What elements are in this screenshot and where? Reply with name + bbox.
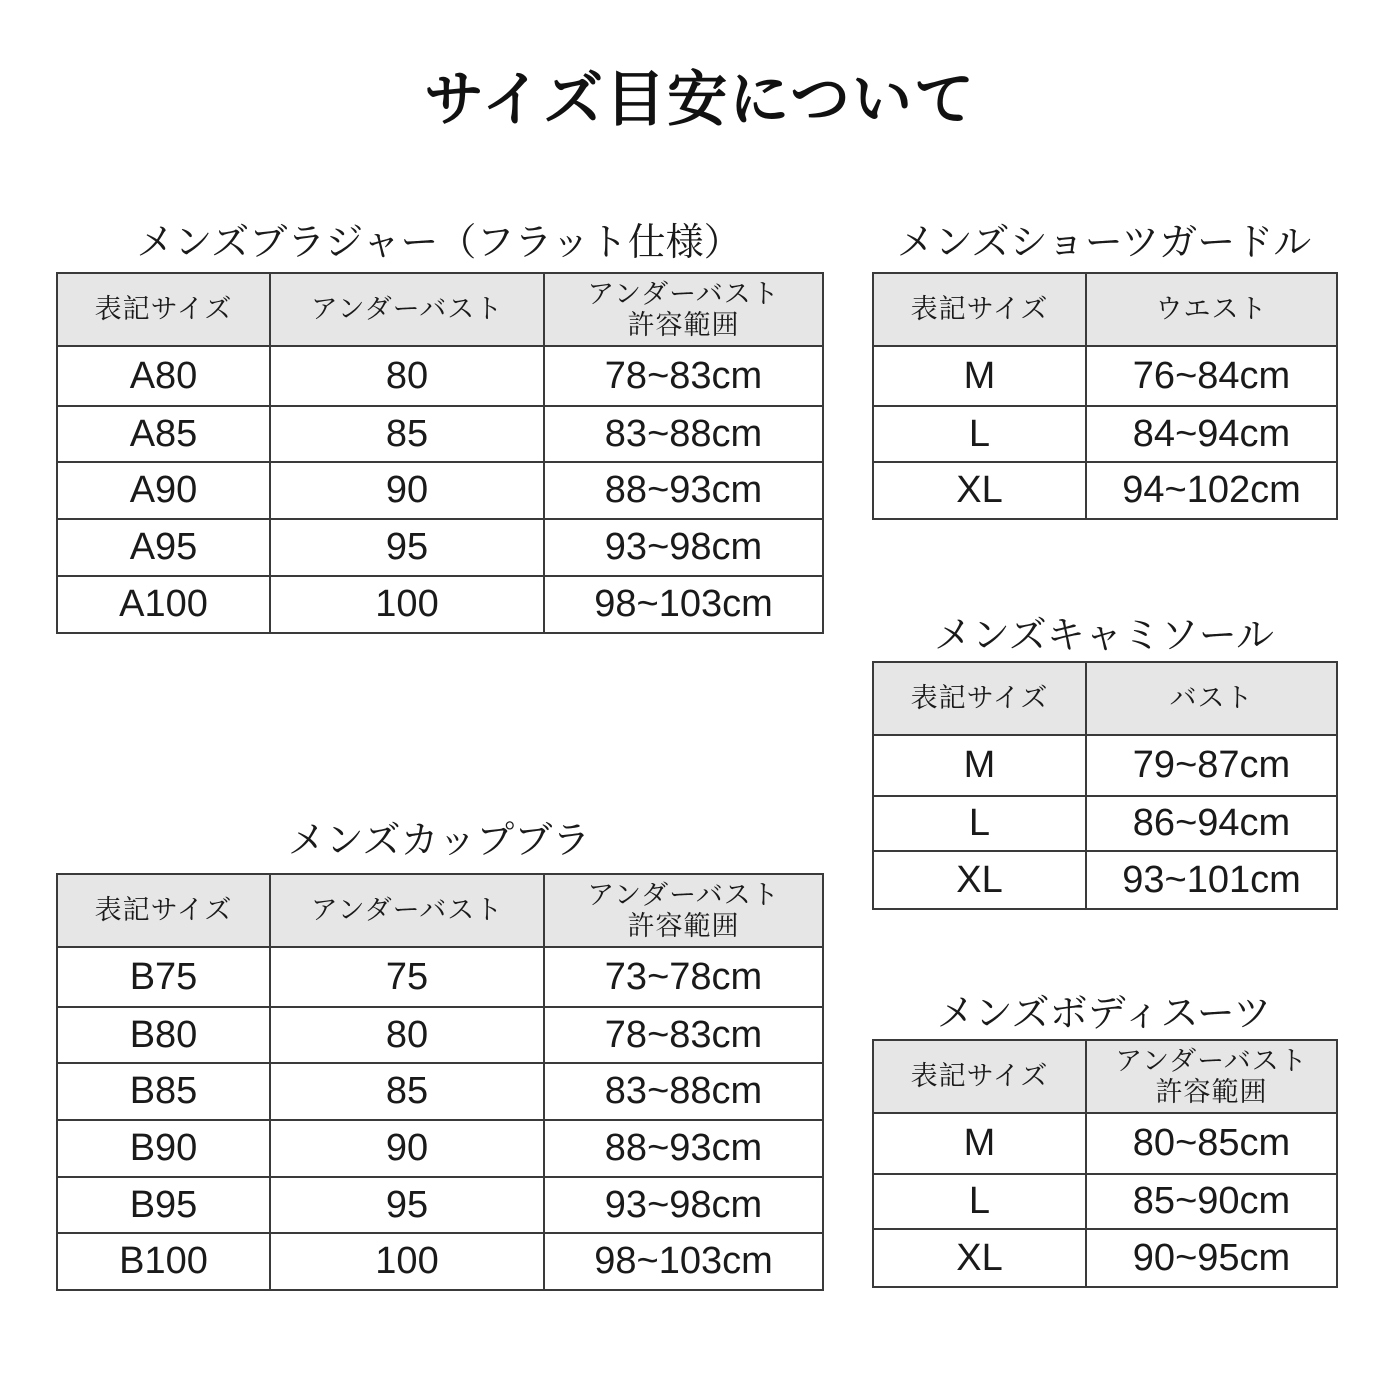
header-waist: ウエスト [1086,273,1337,346]
cell-range: 93~98cm [544,519,823,576]
cell-bust: 93~101cm [1086,851,1337,909]
cell-size: A100 [57,576,270,633]
cell-size: B90 [57,1120,270,1177]
header-underbust: アンダーバスト [270,874,544,947]
header-underbust-range: アンダーバスト 許容範囲 [1086,1040,1337,1113]
table-row [57,1063,823,1120]
table-row [57,1007,823,1063]
cell-size: A80 [57,346,270,406]
header-size-label: 表記サイズ [57,874,270,947]
table-row [873,406,1337,462]
cell-range: 88~93cm [544,462,823,519]
section-shorts-girdle [872,214,1336,524]
cell-underbust: 85 [270,406,544,462]
cell-range: 98~103cm [544,576,823,633]
cell-size: B100 [57,1233,270,1290]
table-row [873,851,1337,909]
table-header-row [873,273,1337,346]
cell-range: 78~83cm [544,1007,823,1063]
cell-size: M [873,346,1086,406]
table-row [57,406,823,462]
cell-size: A90 [57,462,270,519]
table-row [873,462,1337,519]
cell-underbust: 80 [270,1007,544,1063]
table-row [873,1113,1337,1174]
cell-range: 80~85cm [1086,1113,1337,1174]
table-header-row [57,273,823,346]
cell-size: A85 [57,406,270,462]
cell-waist: 94~102cm [1086,462,1337,519]
cell-range: 88~93cm [544,1120,823,1177]
header-underbust-range: アンダーバスト 許容範囲 [544,874,823,947]
cell-size: M [873,735,1086,796]
cell-underbust: 90 [270,1120,544,1177]
cell-size: B95 [57,1177,270,1233]
cell-underbust: 95 [270,1177,544,1233]
cell-underbust: 100 [270,576,544,633]
table-row [57,576,823,633]
cell-bust: 86~94cm [1086,796,1337,851]
cell-range: 93~98cm [544,1177,823,1233]
cell-underbust: 75 [270,947,544,1007]
cell-size: XL [873,1229,1086,1287]
cell-range: 78~83cm [544,346,823,406]
cell-size: M [873,1113,1086,1174]
section-title-flat-bra: メンズブラジャー（フラット仕様） [136,220,742,264]
cell-size: L [873,406,1086,462]
header-underbust: アンダーバスト [270,273,544,346]
table-row [873,735,1337,796]
table-header-row [57,874,823,947]
cell-size: L [873,1174,1086,1229]
cell-range: 85~90cm [1086,1174,1337,1229]
size-table-bodysuit [872,1039,1338,1288]
cell-underbust: 80 [270,346,544,406]
cell-underbust: 100 [270,1233,544,1290]
header-underbust-range: アンダーバスト 許容範囲 [544,273,823,346]
section-flat-bra [56,214,822,634]
cell-underbust: 90 [270,462,544,519]
cell-size: B80 [57,1007,270,1063]
section-camisole [872,608,1336,913]
header-size-label: 表記サイズ [873,662,1086,735]
table-row [57,1233,823,1290]
section-cup-bra [56,812,822,1292]
cell-size: XL [873,851,1086,909]
section-bodysuit [872,986,1336,1291]
cell-range: 98~103cm [544,1233,823,1290]
cell-waist: 84~94cm [1086,406,1337,462]
table-row [57,519,823,576]
table-row [873,346,1337,406]
cell-size: A95 [57,519,270,576]
table-row [57,947,823,1007]
table-row [57,462,823,519]
size-table-shorts-girdle [872,272,1338,520]
table-row [57,346,823,406]
table-row [873,796,1337,851]
cell-size: B85 [57,1063,270,1120]
section-title-camisole: メンズキャミソール [933,613,1275,657]
table-header-row [873,1040,1337,1113]
cell-range: 90~95cm [1086,1229,1337,1287]
cell-underbust: 95 [270,519,544,576]
cell-range: 83~88cm [544,406,823,462]
header-size-label: 表記サイズ [873,273,1086,346]
table-row [873,1174,1337,1229]
size-table-flat-bra [56,272,824,634]
section-title-bodysuit: メンズボディスーツ [936,991,1272,1035]
section-title-cup-bra: メンズカップブラ [287,818,591,862]
size-table-camisole [872,661,1338,910]
cell-range: 83~88cm [544,1063,823,1120]
cell-waist: 76~84cm [1086,346,1337,406]
size-table-cup-bra [56,873,824,1291]
table-header-row [873,662,1337,735]
header-bust: バスト [1086,662,1337,735]
cell-size: B75 [57,947,270,1007]
cell-size: L [873,796,1086,851]
cell-bust: 79~87cm [1086,735,1337,796]
section-title-shorts-girdle: メンズショーツガードル [896,220,1312,264]
table-row [873,1229,1337,1287]
header-size-label: 表記サイズ [57,273,270,346]
header-size-label: 表記サイズ [873,1040,1086,1113]
page-title: サイズ目安について [424,65,976,135]
cell-range: 73~78cm [544,947,823,1007]
table-row [57,1120,823,1177]
cell-size: XL [873,462,1086,519]
cell-underbust: 85 [270,1063,544,1120]
table-row [57,1177,823,1233]
